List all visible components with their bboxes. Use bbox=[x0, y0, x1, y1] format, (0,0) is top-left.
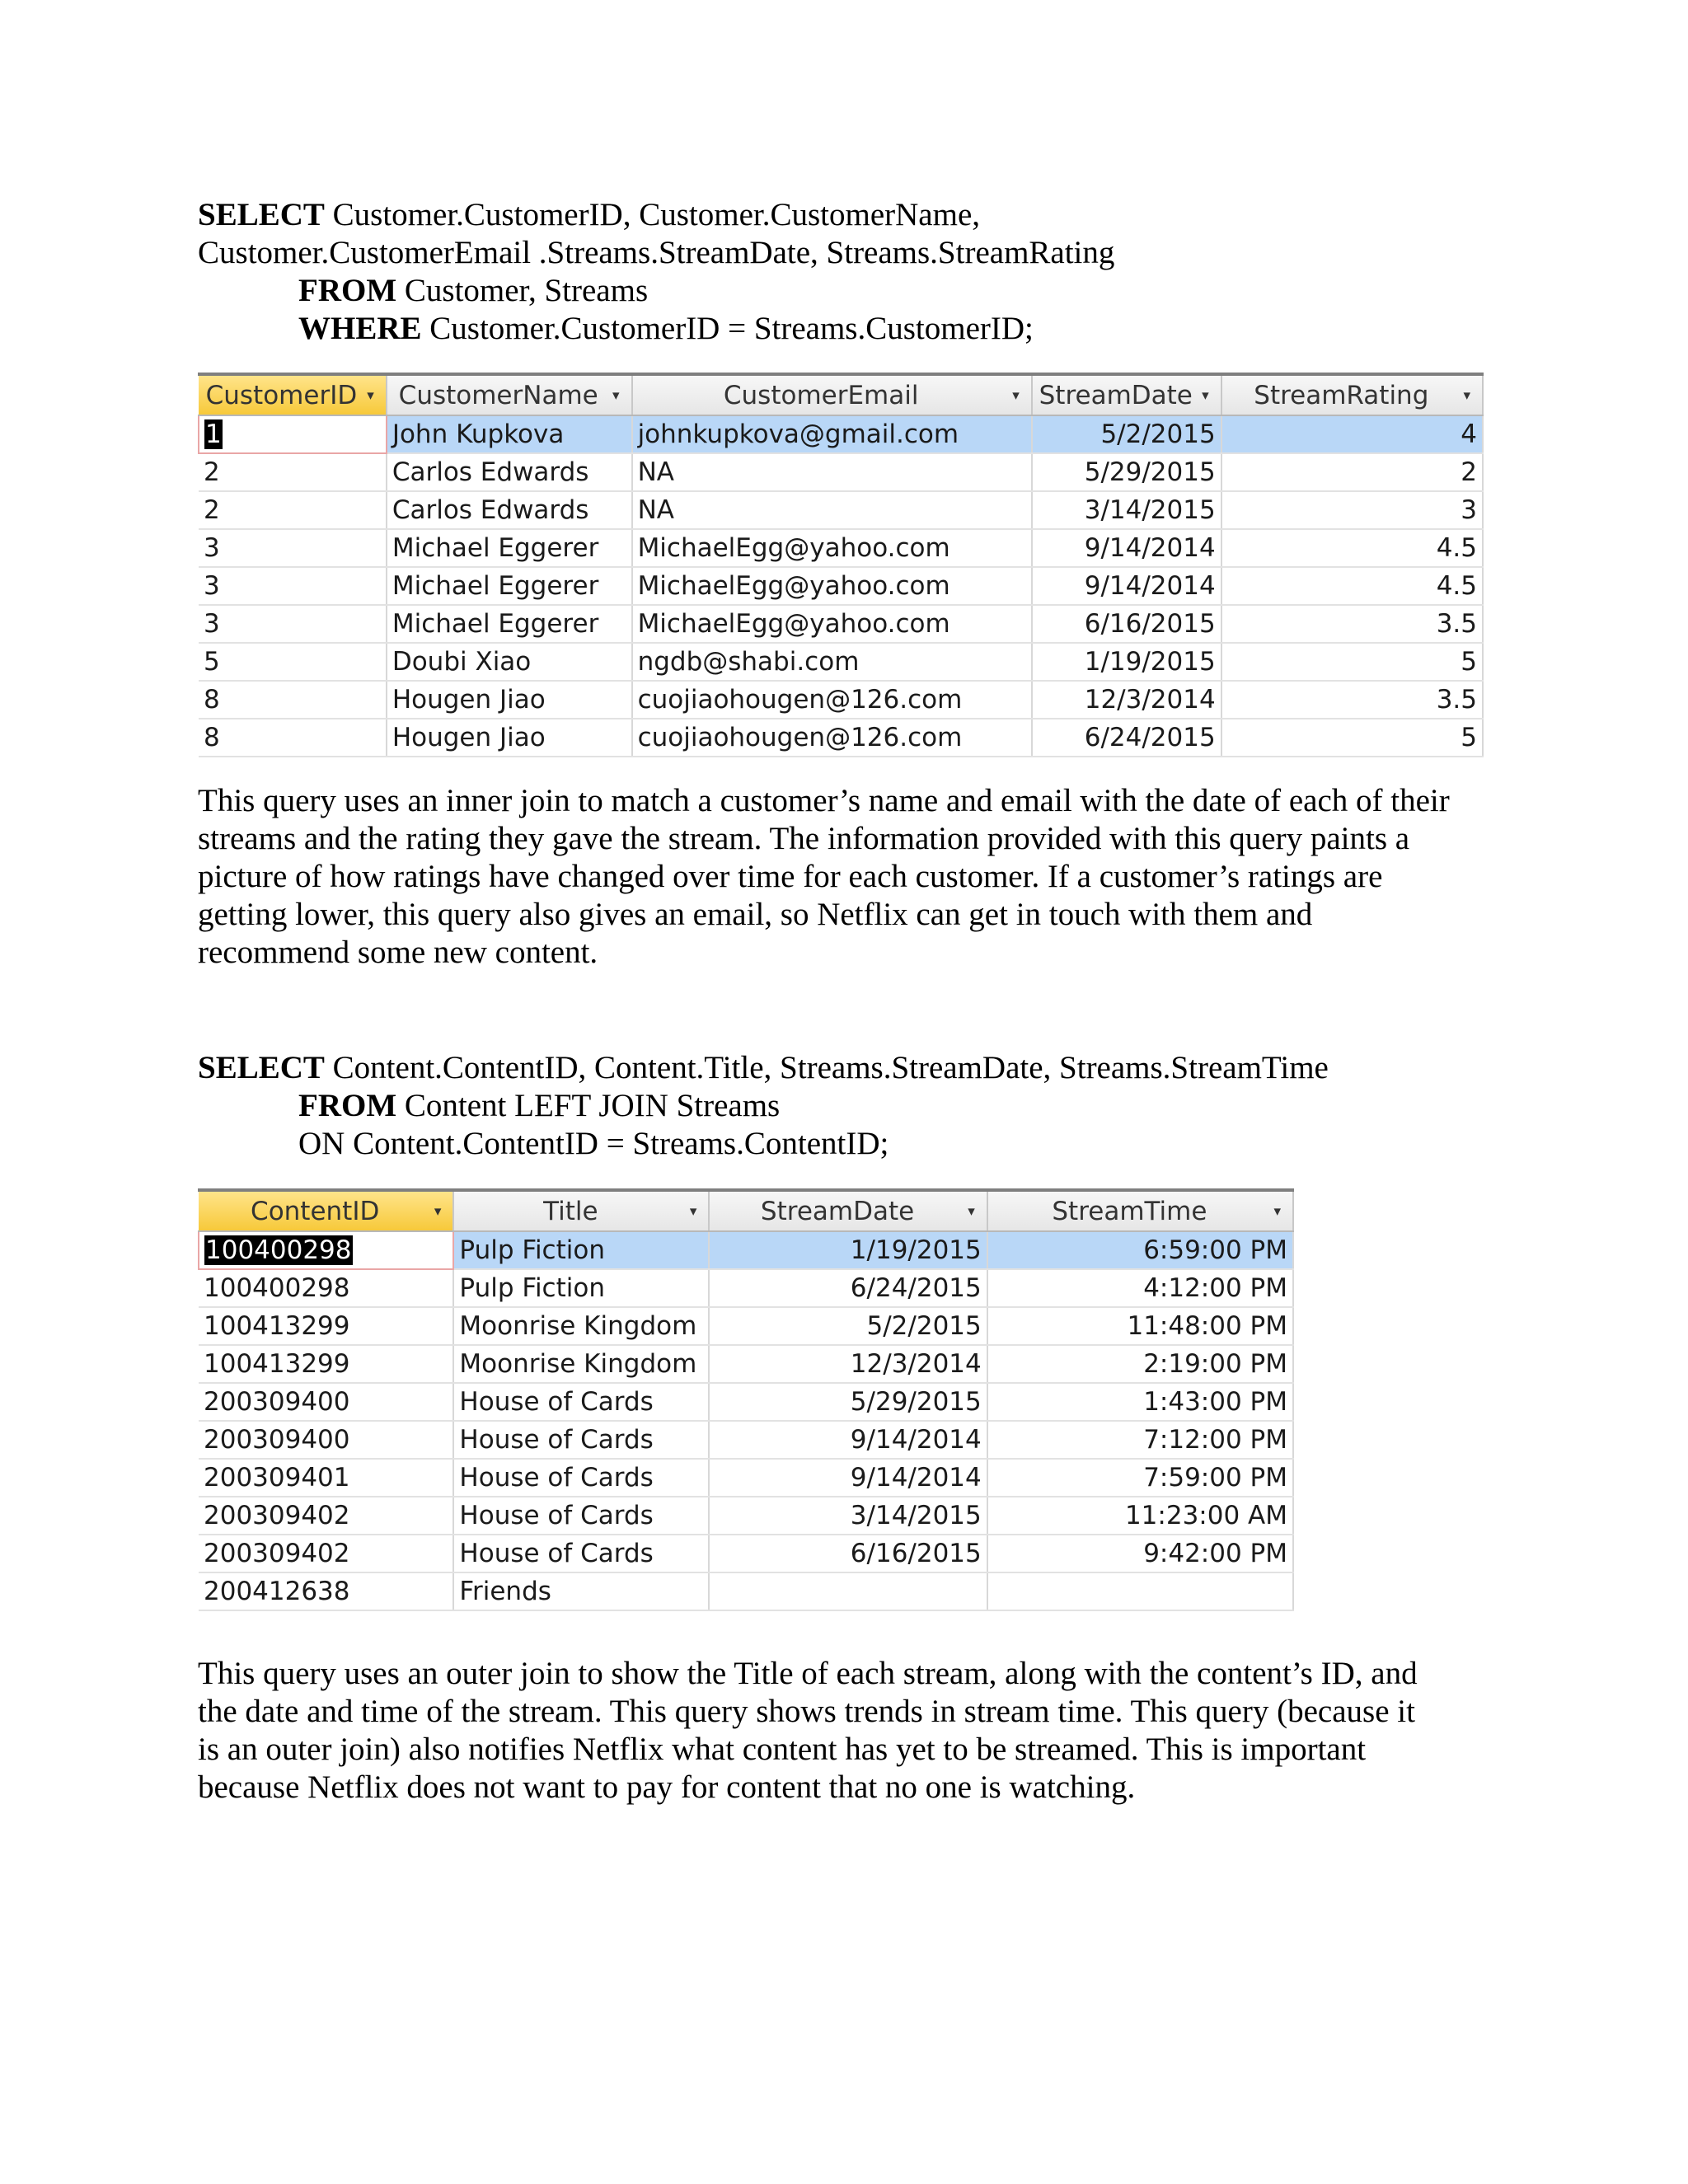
cell-streamdate[interactable]: 9/14/2014 bbox=[709, 1459, 987, 1497]
cell-contentid[interactable]: 100413299 bbox=[199, 1345, 453, 1383]
cell-customeremail[interactable]: cuojiaohougen@126.com bbox=[632, 681, 1032, 719]
cell-contentid[interactable]: 100400298 bbox=[199, 1269, 453, 1307]
table-row[interactable] bbox=[199, 529, 1483, 567]
cell-streamdate[interactable]: 6/16/2015 bbox=[1032, 605, 1221, 643]
cell-streamrating[interactable]: 3 bbox=[1221, 491, 1483, 529]
cell-streamdate[interactable]: 9/14/2014 bbox=[1032, 567, 1221, 605]
column-header-customername[interactable]: CustomerName ▾ bbox=[387, 376, 632, 415]
cell-streamtime[interactable]: 11:48:00 PM bbox=[987, 1307, 1293, 1345]
table-row[interactable] bbox=[199, 719, 1483, 757]
description-paragraph-2 bbox=[198, 1655, 1500, 1807]
cell-customerid[interactable]: 3 bbox=[199, 605, 387, 643]
cell-contentid[interactable]: 200309400 bbox=[199, 1383, 453, 1421]
dropdown-arrow-icon[interactable]: ▾ bbox=[1463, 387, 1470, 404]
cell-streamrating[interactable]: 4.5 bbox=[1221, 529, 1483, 567]
cell-title[interactable]: House of Cards bbox=[453, 1459, 709, 1497]
cell-streamdate[interactable]: 5/2/2015 bbox=[709, 1307, 987, 1345]
cell-streamrating[interactable]: 2 bbox=[1221, 453, 1483, 491]
cell-streamtime[interactable] bbox=[987, 1572, 1293, 1610]
cell-streamrating[interactable]: 5 bbox=[1221, 719, 1483, 757]
text-line: the date and time of the stream. This query shows trends in stream time. This query (because it bbox=[198, 1694, 1415, 1729]
text-line: This query uses an inner join to match a customer’s name and email with the date of each of their bbox=[198, 783, 1450, 818]
cell-streamdate[interactable]: 5/2/2015 bbox=[1032, 415, 1221, 453]
sql-line: FROM Customer, Streams bbox=[298, 273, 649, 308]
text-line: picture of how ratings have changed over time for each customer. If a customer’s ratings are bbox=[198, 859, 1383, 894]
cell-customerid[interactable]: 8 bbox=[199, 681, 387, 719]
text-line: getting lower, this query also gives an email, so Netflix can get in touch with them and bbox=[198, 897, 1313, 932]
cell-customeremail[interactable]: johnkupkova@gmail.com bbox=[632, 415, 1032, 453]
dropdown-arrow-icon[interactable]: ▾ bbox=[1012, 387, 1020, 404]
result-grid-1 bbox=[198, 373, 1484, 757]
table-row[interactable] bbox=[199, 1497, 1293, 1535]
cell-contentid[interactable]: 200309402 bbox=[199, 1535, 453, 1572]
cell-contentid[interactable]: 200309401 bbox=[199, 1459, 453, 1497]
cell-title[interactable]: Moonrise Kingdom bbox=[453, 1307, 709, 1345]
cell-customeremail[interactable]: NA bbox=[632, 453, 1032, 491]
cell-streamtime[interactable]: 1:43:00 PM bbox=[987, 1383, 1293, 1421]
cell-customeremail[interactable]: cuojiaohougen@126.com bbox=[632, 719, 1032, 757]
sql-line: Customer.CustomerEmail .Streams.StreamDate, Streams.StreamRating bbox=[198, 235, 1115, 270]
table-row[interactable] bbox=[199, 1231, 1293, 1269]
cell-contentid[interactable]: 200412638 bbox=[199, 1572, 453, 1610]
cell-streamdate[interactable]: 1/19/2015 bbox=[709, 1231, 987, 1269]
column-header-streamrating[interactable]: StreamRating ▾ bbox=[1221, 376, 1483, 415]
dropdown-arrow-icon[interactable]: ▾ bbox=[689, 1202, 697, 1220]
table-row[interactable] bbox=[199, 643, 1483, 681]
dropdown-arrow-icon[interactable]: ▾ bbox=[968, 1202, 975, 1220]
dropdown-arrow-icon[interactable]: ▾ bbox=[1202, 387, 1209, 404]
sql-line: SELECT Content.ContentID, Content.Title, Streams.StreamDate, Streams.StreamTime bbox=[198, 1050, 1329, 1085]
column-header-streamdate[interactable]: StreamDate ▾ bbox=[709, 1192, 987, 1231]
cell-customername[interactable]: Hougen Jiao bbox=[387, 681, 632, 719]
sql-query-2 bbox=[198, 1049, 1329, 1163]
cell-streamrating[interactable]: 5 bbox=[1221, 643, 1483, 681]
cell-streamrating[interactable]: 4 bbox=[1221, 415, 1483, 453]
result-grid-2 bbox=[198, 1188, 1294, 1611]
cell-streamtime[interactable]: 4:12:00 PM bbox=[987, 1269, 1293, 1307]
cell-customerid[interactable]: 2 bbox=[199, 491, 387, 529]
cell-streamdate[interactable]: 3/14/2015 bbox=[1032, 491, 1221, 529]
sql-line: ON Content.ContentID = Streams.ContentID; bbox=[298, 1126, 889, 1161]
table-row[interactable] bbox=[199, 1572, 1293, 1610]
dropdown-arrow-icon[interactable]: ▾ bbox=[434, 1202, 442, 1220]
cell-customername[interactable]: Hougen Jiao bbox=[387, 719, 632, 757]
description-paragraph-1 bbox=[198, 782, 1500, 972]
column-header-streamtime[interactable]: StreamTime ▾ bbox=[987, 1192, 1293, 1231]
cell-streamdate[interactable]: 9/14/2014 bbox=[709, 1421, 987, 1459]
table-row[interactable] bbox=[199, 1535, 1293, 1572]
cell-customername[interactable]: John Kupkova bbox=[387, 415, 632, 453]
cell-customername[interactable]: Michael Eggerer bbox=[387, 529, 632, 567]
cell-streamdate[interactable]: 6/24/2015 bbox=[709, 1269, 987, 1307]
table-row[interactable] bbox=[199, 1345, 1293, 1383]
cell-customername[interactable]: Carlos Edwards bbox=[387, 453, 632, 491]
table-row[interactable] bbox=[199, 1383, 1293, 1421]
text-line: is an outer join) also notifies Netflix what content has yet to be streamed. This is important bbox=[198, 1732, 1367, 1767]
cell-streamdate[interactable]: 6/16/2015 bbox=[709, 1535, 987, 1572]
cell-customeremail[interactable]: MichaelEgg@yahoo.com bbox=[632, 529, 1032, 567]
text-line: This query uses an outer join to show the Title of each stream, along with the content’s ID, and bbox=[198, 1656, 1418, 1691]
cell-streamdate[interactable]: 12/3/2014 bbox=[709, 1345, 987, 1383]
cell-title[interactable]: House of Cards bbox=[453, 1421, 709, 1459]
sql-line: FROM Content LEFT JOIN Streams bbox=[298, 1088, 781, 1123]
cell-customerid[interactable]: 5 bbox=[199, 643, 387, 681]
table-row[interactable] bbox=[199, 1307, 1293, 1345]
cell-streamdate[interactable]: 3/14/2015 bbox=[709, 1497, 987, 1535]
table-row[interactable] bbox=[199, 681, 1483, 719]
dropdown-arrow-icon[interactable]: ▾ bbox=[1273, 1202, 1281, 1220]
column-header-customeremail[interactable]: CustomerEmail ▾ bbox=[632, 376, 1032, 415]
cell-contentid[interactable]: 100413299 bbox=[199, 1307, 453, 1345]
cell-streamtime[interactable]: 7:59:00 PM bbox=[987, 1459, 1293, 1497]
cell-contentid[interactable]: 100400298 bbox=[199, 1231, 453, 1269]
table-row[interactable] bbox=[199, 491, 1483, 529]
cell-streamrating[interactable]: 3.5 bbox=[1221, 681, 1483, 719]
table-row[interactable] bbox=[199, 1421, 1293, 1459]
cell-customername[interactable]: Carlos Edwards bbox=[387, 491, 632, 529]
cell-streamrating[interactable]: 3.5 bbox=[1221, 605, 1483, 643]
cell-customeremail[interactable]: MichaelEgg@yahoo.com bbox=[632, 567, 1032, 605]
cell-contentid[interactable]: 200309400 bbox=[199, 1421, 453, 1459]
table-row[interactable] bbox=[199, 605, 1483, 643]
cell-customeremail[interactable]: ngdb@shabi.com bbox=[632, 643, 1032, 681]
cell-customerid[interactable]: 3 bbox=[199, 567, 387, 605]
column-header-title[interactable]: Title ▾ bbox=[453, 1192, 709, 1231]
sql-line: SELECT Customer.CustomerID, Customer.CustomerName, bbox=[198, 197, 981, 232]
dropdown-arrow-icon[interactable]: ▾ bbox=[367, 387, 374, 404]
cell-streamtime[interactable]: 7:12:00 PM bbox=[987, 1421, 1293, 1459]
table-row[interactable] bbox=[199, 453, 1483, 491]
text-line: because Netflix does not want to pay for content that no one is watching. bbox=[198, 1769, 1136, 1805]
cell-title[interactable]: House of Cards bbox=[453, 1497, 709, 1535]
cell-streamdate[interactable]: 6/24/2015 bbox=[1032, 719, 1221, 757]
dropdown-arrow-icon[interactable]: ▾ bbox=[612, 387, 620, 404]
cell-streamdate[interactable]: 5/29/2015 bbox=[1032, 453, 1221, 491]
cell-streamtime[interactable]: 2:19:00 PM bbox=[987, 1345, 1293, 1383]
customer-streams-table bbox=[198, 376, 1484, 757]
cell-customeremail[interactable]: NA bbox=[632, 491, 1032, 529]
cell-streamrating[interactable]: 4.5 bbox=[1221, 567, 1483, 605]
cell-contentid[interactable]: 200309402 bbox=[199, 1497, 453, 1535]
column-header-customerid[interactable]: CustomerID ▾ bbox=[199, 376, 387, 415]
header-row bbox=[199, 376, 1483, 415]
table-row[interactable] bbox=[199, 1459, 1293, 1497]
cell-customeremail[interactable]: MichaelEgg@yahoo.com bbox=[632, 605, 1032, 643]
cell-title[interactable]: Friends bbox=[453, 1572, 709, 1610]
column-header-contentid[interactable]: ContentID ▾ bbox=[199, 1192, 453, 1231]
cell-streamdate[interactable]: 5/29/2015 bbox=[709, 1383, 987, 1421]
content-streams-table bbox=[198, 1192, 1294, 1611]
cell-customerid[interactable]: 8 bbox=[199, 719, 387, 757]
cell-streamdate[interactable]: 1/19/2015 bbox=[1032, 643, 1221, 681]
cell-streamdate[interactable]: 9/14/2014 bbox=[1032, 529, 1221, 567]
cell-title[interactable]: House of Cards bbox=[453, 1383, 709, 1421]
table-row[interactable] bbox=[199, 567, 1483, 605]
cell-customername[interactable]: Michael Eggerer bbox=[387, 605, 632, 643]
text-line: streams and the rating they gave the stream. The information provided with this query paints a bbox=[198, 821, 1410, 856]
cell-title[interactable]: House of Cards bbox=[453, 1535, 709, 1572]
column-header-streamdate[interactable]: StreamDate ▾ bbox=[1032, 376, 1221, 415]
cell-streamdate[interactable]: 12/3/2014 bbox=[1032, 681, 1221, 719]
cell-streamtime[interactable]: 6:59:00 PM bbox=[987, 1231, 1293, 1269]
cell-streamdate[interactable] bbox=[709, 1572, 987, 1610]
cell-streamtime[interactable]: 11:23:00 AM bbox=[987, 1497, 1293, 1535]
cell-customername[interactable]: Doubi Xiao bbox=[387, 643, 632, 681]
sql-query-1 bbox=[198, 196, 1114, 348]
cell-streamtime[interactable]: 9:42:00 PM bbox=[987, 1535, 1293, 1572]
table-row[interactable] bbox=[199, 1269, 1293, 1307]
cell-customerid[interactable]: 3 bbox=[199, 529, 387, 567]
cell-title[interactable]: Pulp Fiction bbox=[453, 1269, 709, 1307]
cell-title[interactable]: Moonrise Kingdom bbox=[453, 1345, 709, 1383]
cell-customerid[interactable]: 2 bbox=[199, 453, 387, 491]
table-row[interactable] bbox=[199, 415, 1483, 453]
sql-line: WHERE Customer.CustomerID = Streams.CustomerID; bbox=[298, 311, 1034, 346]
text-line: recommend some new content. bbox=[198, 935, 598, 970]
cell-customerid[interactable]: 1 bbox=[199, 415, 387, 453]
cell-title[interactable]: Pulp Fiction bbox=[453, 1231, 709, 1269]
header-row bbox=[199, 1192, 1293, 1231]
cell-customername[interactable]: Michael Eggerer bbox=[387, 567, 632, 605]
